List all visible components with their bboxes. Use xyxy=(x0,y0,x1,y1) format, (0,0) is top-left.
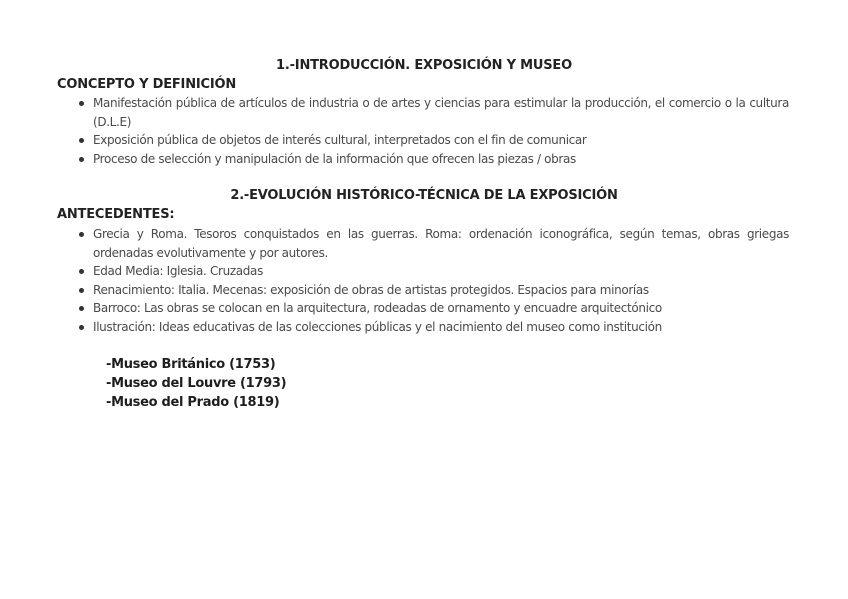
list-item: Manifestación pública de artículos de industria o de artes y ciencias para estimular la producción, el comercio o la cultura (D.L.E) xyxy=(93,94,789,131)
list-item: Barroco: Las obras se colocan en la arquitectura, rodeadas de ornamento y encuadre arquitectónico xyxy=(93,299,789,318)
concept-definition-heading: CONCEPTO Y DEFINICIÓN xyxy=(57,77,237,92)
antecedents-list xyxy=(93,225,789,336)
antecedents-heading: ANTECEDENTES: xyxy=(57,207,175,222)
museum-prado: -Museo del Prado (1819) xyxy=(106,395,280,410)
definition-list xyxy=(93,94,789,168)
list-item: Grecia y Roma. Tesoros conquistados en las guerras. Roma: ordenación iconográfica, según temas, obras griegas ordenadas evolutivamente y por autores. xyxy=(93,225,789,262)
museum-british: -Museo Británico (1753) xyxy=(106,357,276,372)
list-item: Ilustración: Ideas educativas de las colecciones públicas y el nacimiento del museo como institución xyxy=(93,318,789,337)
list-item: Exposición pública de objetos de interés cultural, interpretados con el fin de comunicar xyxy=(93,131,789,150)
list-item: Proceso de selección y manipulación de la información que ofrecen las piezas / obras xyxy=(93,150,789,169)
section-1-title: 1.-INTRODUCCIÓN. EXPOSICIÓN Y MUSEO xyxy=(276,58,572,73)
list-item: Edad Media: Iglesia. Cruzadas xyxy=(93,262,789,281)
section-2-title: 2.-EVOLUCIÓN HISTÓRICO-TÉCNICA DE LA EXPOSICIÓN xyxy=(230,188,618,203)
list-item: Renacimiento: Italia. Mecenas: exposición de obras de artistas protegidos. Espacios para minorías xyxy=(93,281,789,300)
museum-louvre: -Museo del Louvre (1793) xyxy=(106,376,287,391)
